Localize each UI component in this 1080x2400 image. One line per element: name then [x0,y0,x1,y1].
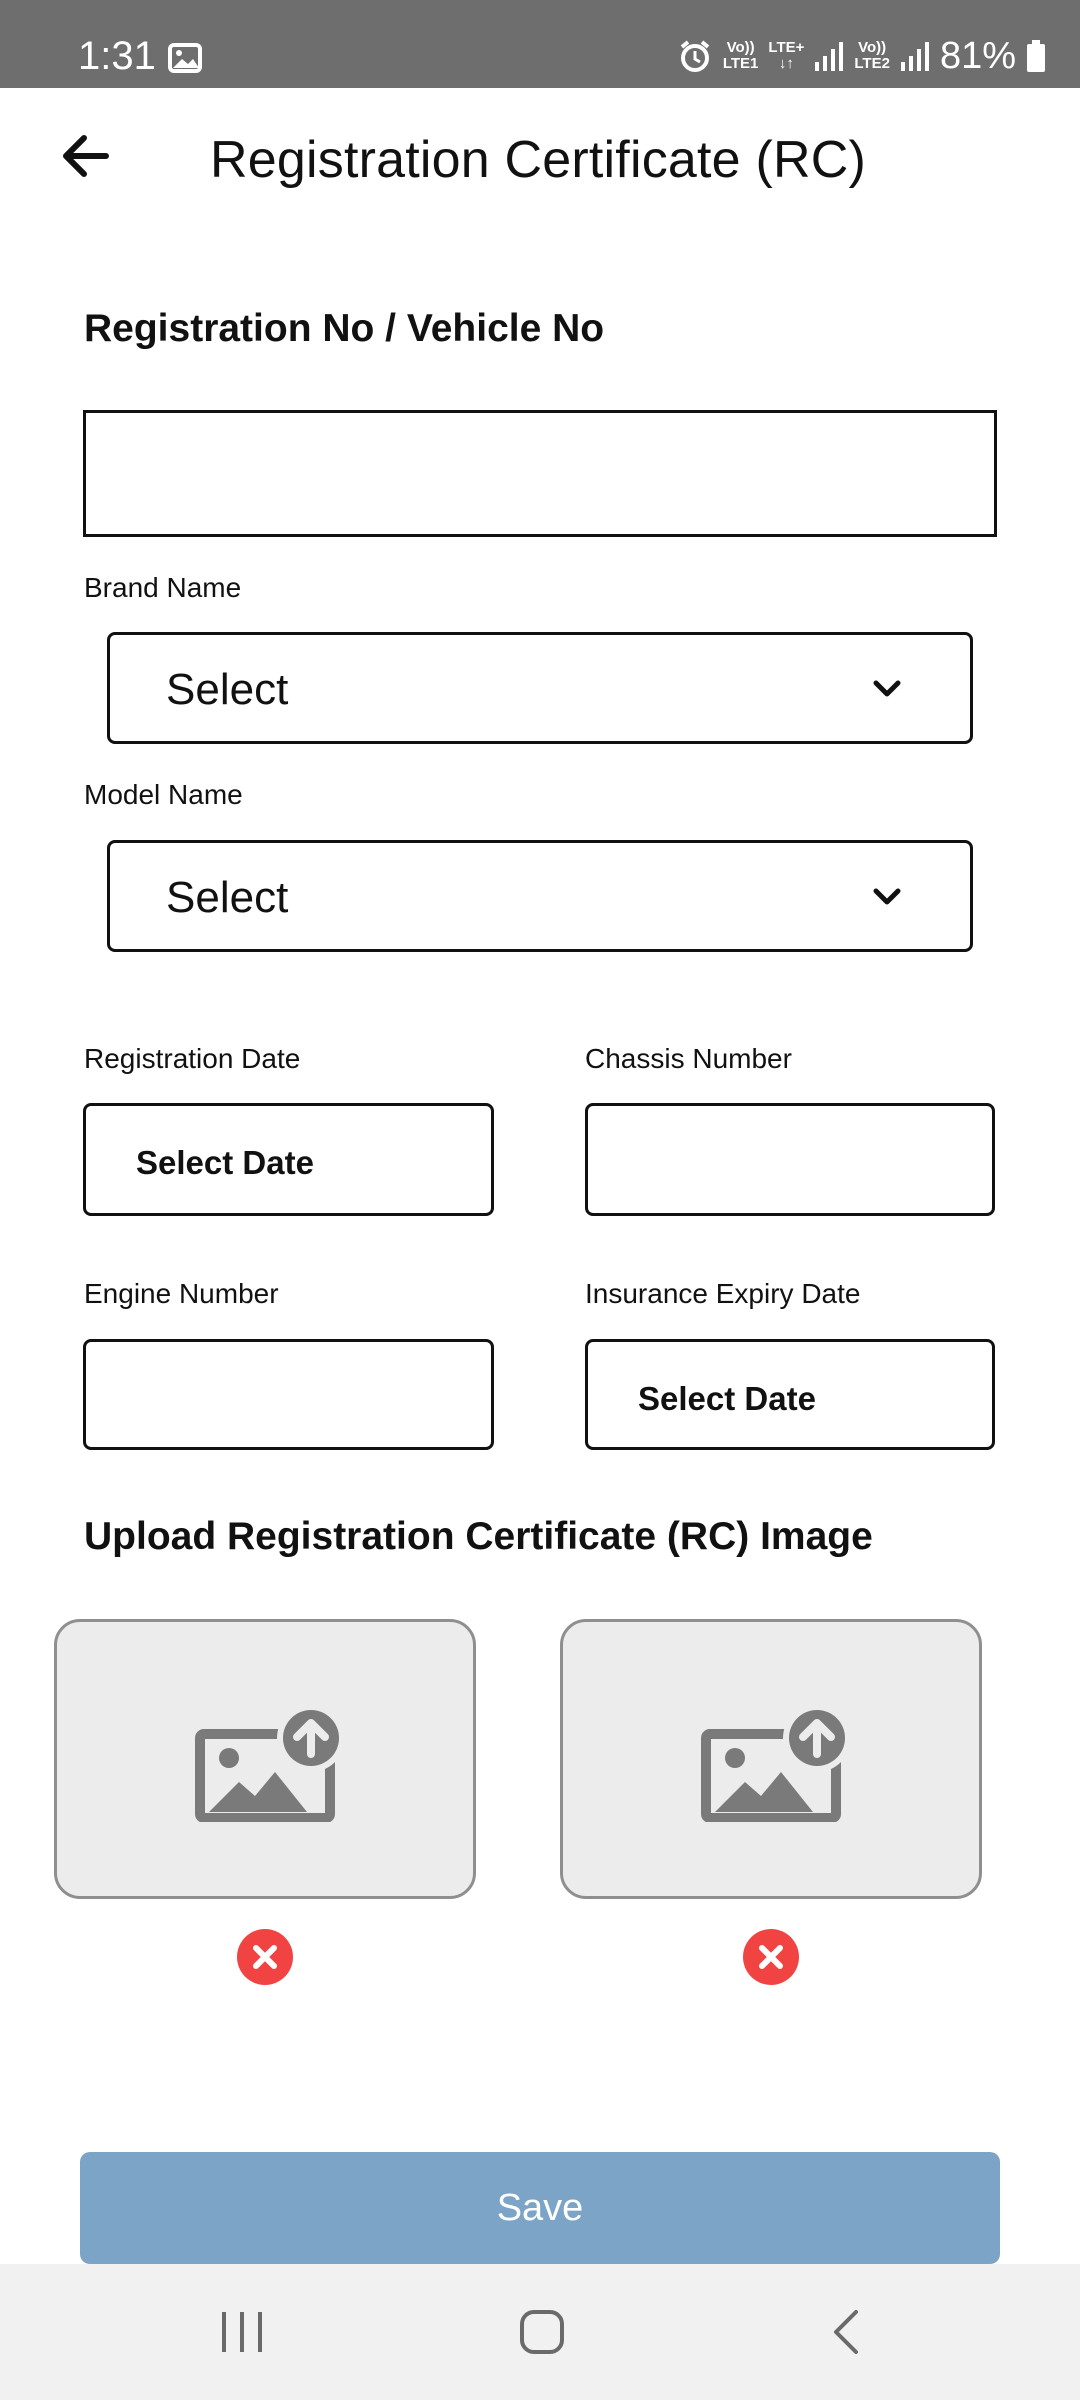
image-upload-icon [195,1702,345,1822]
home-icon[interactable] [519,2308,565,2356]
status-bar [0,0,1080,88]
registration-date-label: Registration Date [84,1043,301,1074]
signal-icon [900,40,930,72]
page-title: Registration Certificate (RC) [210,131,866,189]
upload-slot-2[interactable] [560,1619,982,1899]
registration-date-picker[interactable] [83,1103,494,1216]
arrow-left-icon[interactable] [56,126,116,186]
sim1-indicator: Vo)) LTE1 [722,39,759,72]
upload-slot-1[interactable] [54,1619,476,1899]
alarm-icon [677,38,713,74]
registration-input[interactable] [83,410,997,537]
battery-icon [1026,39,1046,73]
upload-title: Upload Registration Certificate (RC) Image [84,1515,873,1558]
image-upload-icon [701,1702,851,1822]
sim2-indicator: Vo)) LTE2 [854,39,890,72]
chassis-input[interactable] [585,1103,995,1216]
chevron-down-icon [872,885,902,909]
model-label: Model Name [84,779,243,810]
engine-label: Engine Number [84,1278,279,1309]
status-time: 1:31 [78,34,156,78]
close-icon [757,1943,785,1971]
registration-label: Registration No / Vehicle No [84,307,605,350]
recent-apps-icon[interactable] [220,2308,264,2356]
data-indicator: LTE+ ↓↑ [768,39,805,72]
chassis-label: Chassis Number [585,1043,792,1074]
close-icon [251,1943,279,1971]
back-icon[interactable] [830,2308,862,2356]
brand-select[interactable] [107,632,973,744]
app-header [0,88,1080,233]
registration-date-value: Select Date [136,1144,314,1181]
signal-icon [814,40,844,72]
remove-image-button[interactable] [743,1929,799,1985]
battery-percentage: 81% [939,35,1016,77]
engine-input[interactable] [83,1339,494,1450]
save-button[interactable]: Save [80,2152,1000,2264]
remove-image-button[interactable] [237,1929,293,1985]
insurance-date-value: Select Date [638,1380,816,1417]
system-nav-bar [0,2264,1080,2400]
brand-select-value: Select [166,665,289,714]
gallery-icon [168,43,202,73]
model-select[interactable] [107,840,973,952]
chevron-down-icon [872,677,902,701]
insurance-date-picker[interactable] [585,1339,995,1450]
model-select-value: Select [166,873,289,922]
brand-label: Brand Name [84,572,242,603]
status-indicators [677,34,1046,78]
insurance-label: Insurance Expiry Date [585,1278,861,1309]
